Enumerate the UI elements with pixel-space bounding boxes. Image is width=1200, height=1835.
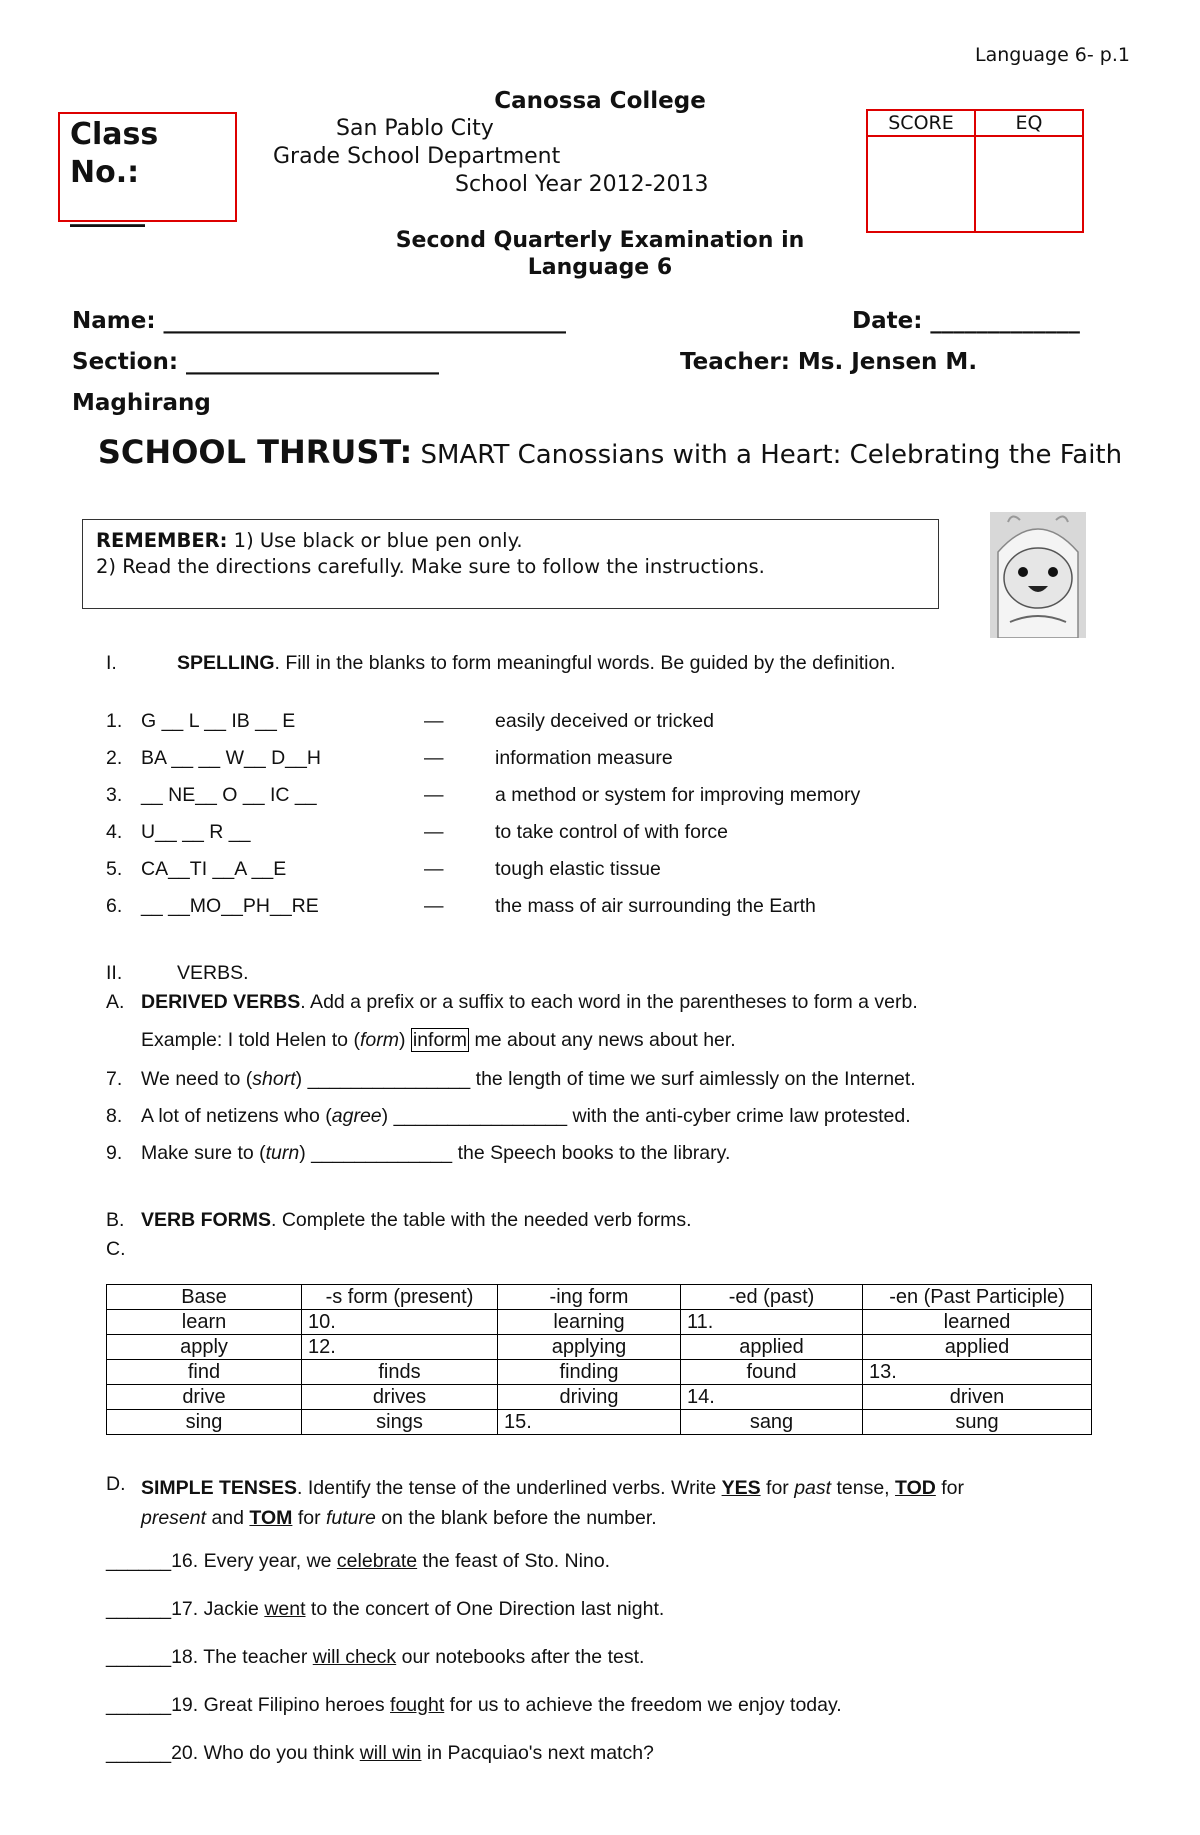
page-label: Language 6- p.1 [975, 44, 1130, 66]
answer-cell[interactable]: 11. [681, 1310, 863, 1335]
spelling-item-dash: — [424, 784, 444, 806]
item-underlined-verb: went [264, 1598, 306, 1620]
item-number: 7. [106, 1068, 123, 1090]
tenses-present: present [141, 1507, 207, 1529]
item-post: in Pacquiao's next match? [421, 1742, 654, 1764]
spelling-item-dash: — [424, 710, 444, 732]
item-post: ) ________________ with the anti-cyber crime law protested. [381, 1105, 911, 1127]
example-mid: ) [398, 1029, 411, 1051]
exam-subject: Language 6 [527, 255, 673, 280]
remember-line-2: 2) Read the directions carefully. Make sure to follow the instructions. [96, 555, 765, 578]
tense-item-19 [106, 1694, 842, 1717]
table-cell: drive [107, 1385, 302, 1410]
spelling-item-number: 6. [106, 895, 123, 917]
example-suffix: me about any news about her. [469, 1029, 736, 1051]
derived-instruction-text: . Add a prefix or a suffix to each word in the parentheses to form a verb. [300, 991, 918, 1013]
item-word: short [252, 1068, 296, 1090]
exam-title: Second Quarterly Examination in [395, 228, 805, 253]
table-cell: learning [498, 1310, 681, 1335]
spelling-item-word: CA__TI __A __E [141, 858, 287, 880]
spelling-item-number: 5. [106, 858, 123, 880]
tenses-title: SIMPLE TENSES [141, 1477, 298, 1499]
table-header: -ed (past) [681, 1285, 863, 1310]
spelling-item-dash: — [424, 747, 444, 769]
forms-title: VERB FORMS [141, 1209, 272, 1231]
score-box [866, 109, 1084, 233]
remember-box [82, 519, 939, 609]
item-underlined-verb: fought [390, 1694, 445, 1716]
item-underlined-verb: will win [359, 1742, 422, 1764]
example-answer: inform [412, 1029, 468, 1051]
derived-letter: A. [106, 991, 125, 1013]
score-header: SCORE [867, 110, 975, 136]
remember-label: REMEMBER: [96, 529, 228, 552]
class-number-label: Class No.: [70, 117, 159, 190]
example-word: form [359, 1029, 399, 1051]
item-post: our notebooks after the test. [396, 1646, 645, 1668]
spelling-title: SPELLING [177, 652, 275, 674]
answer-blank[interactable]: ______ [106, 1598, 172, 1620]
tenses-text: on the blank before the number. [375, 1507, 657, 1529]
answer-blank[interactable]: ______ [106, 1742, 172, 1764]
table-row [107, 1410, 1092, 1435]
item-pre: The teacher [203, 1646, 313, 1668]
school-year: School Year 2012-2013 [455, 172, 709, 197]
item-post: for us to achieve the freedom we enjoy today. [444, 1694, 842, 1716]
item-text[interactable] [141, 1068, 916, 1091]
table-cell: applied [681, 1335, 863, 1360]
item-number: 8. [106, 1105, 123, 1127]
tenses-text: tense, [831, 1477, 896, 1499]
table-row [107, 1385, 1092, 1410]
item-word: agree [331, 1105, 382, 1127]
forms-instruction [141, 1209, 692, 1232]
spelling-item-definition: to take control of with force [495, 821, 729, 843]
tenses-past: past [794, 1477, 832, 1499]
item-pre: A lot of netizens who ( [141, 1105, 332, 1127]
table-cell: finds [302, 1360, 498, 1385]
table-cell: sung [863, 1410, 1092, 1435]
table-header: -ing form [498, 1285, 681, 1310]
tense-item-20 [106, 1742, 654, 1765]
table-cell: apply [107, 1335, 302, 1360]
table-header: -s form (present) [302, 1285, 498, 1310]
tenses-letter: D. [106, 1473, 126, 1495]
table-cell: sang [681, 1410, 863, 1435]
forms-letter-c: C. [106, 1238, 126, 1260]
tense-item-18 [106, 1646, 644, 1669]
table-cell: applying [498, 1335, 681, 1360]
teacher-name-cont: Maghirang [72, 390, 211, 416]
example-prefix: Example: I told Helen to ( [141, 1029, 360, 1051]
table-header: Base [107, 1285, 302, 1310]
answer-blank[interactable]: ______ [106, 1550, 172, 1572]
table-header-row [107, 1285, 1092, 1310]
item-number: 17. [171, 1598, 204, 1620]
spelling-item-dash: — [424, 858, 444, 880]
answer-blank[interactable]: ______ [106, 1646, 172, 1668]
class-number-blank: _____ [70, 193, 145, 228]
tenses-tom: TOM [249, 1507, 293, 1529]
school-name: Canossa College [494, 88, 706, 114]
item-pre: Make sure to ( [141, 1142, 266, 1164]
item-underlined-verb: celebrate [336, 1550, 418, 1572]
tense-item-17 [106, 1598, 664, 1621]
verb-forms-table [106, 1284, 1092, 1435]
answer-cell[interactable]: 15. [498, 1410, 681, 1435]
date-field[interactable]: Date: _____________ [852, 308, 1080, 334]
remember-line-1: 1) Use black or blue pen only. [227, 529, 523, 552]
spelling-item-definition: information measure [495, 747, 673, 769]
spelling-item-word: __ NE__ O __ IC __ [141, 784, 317, 806]
spelling-instruction-text: . Fill in the blanks to form meaningful words. Be guided by the definition. [274, 652, 896, 674]
table-cell: finding [498, 1360, 681, 1385]
answer-cell[interactable]: 12. [302, 1335, 498, 1360]
class-number-box [58, 112, 237, 228]
verbs-title: VERBS. [177, 962, 249, 984]
name-field[interactable]: Name: ___________________________________ [72, 308, 567, 334]
item-word: turn [265, 1142, 300, 1164]
item-pre: We need to ( [141, 1068, 253, 1090]
item-number: 19. [171, 1694, 204, 1716]
spelling-item-number: 4. [106, 821, 123, 843]
table-cell: driving [498, 1385, 681, 1410]
spelling-item-dash: — [424, 895, 444, 917]
table-cell: learn [107, 1310, 302, 1335]
table-cell: find [107, 1360, 302, 1385]
school-thrust-text: SMART Canossians with a Heart: Celebrating the Faith [412, 440, 1123, 470]
tenses-text: for [760, 1477, 795, 1499]
table-header: -en (Past Participle) [863, 1285, 1092, 1310]
tenses-yes: YES [721, 1477, 761, 1499]
item-text[interactable] [141, 1105, 911, 1128]
spelling-item-word: BA __ __ W__ D__H [141, 747, 321, 769]
forms-instruction-text: . Complete the table with the needed verb forms. [271, 1209, 692, 1231]
school-city: San Pablo City [336, 116, 494, 141]
item-post: ) _____________ the Speech books to the library. [299, 1142, 731, 1164]
item-number: 20. [171, 1742, 204, 1764]
tense-item-16 [106, 1550, 610, 1573]
spelling-instruction [177, 652, 896, 675]
eq-cell[interactable] [975, 136, 1083, 232]
derived-title: DERIVED VERBS [141, 991, 301, 1013]
cartoon-face-icon [990, 512, 1086, 638]
item-text[interactable] [141, 1142, 730, 1165]
school-department: Grade School Department [273, 144, 561, 169]
item-pre: Great Filipino heroes [203, 1694, 391, 1716]
table-row [107, 1335, 1092, 1360]
table-cell: learned [863, 1310, 1092, 1335]
school-thrust-label: SCHOOL THRUST: [97, 433, 413, 471]
spelling-item-number: 3. [106, 784, 123, 806]
item-pre: Every year, we [203, 1550, 337, 1572]
tenses-future: future [326, 1507, 376, 1529]
section-1-number: I. [106, 652, 117, 674]
derived-example [141, 1029, 736, 1052]
item-number: 18. [171, 1646, 204, 1668]
eq-header: EQ [975, 110, 1083, 136]
item-pre: Who do you think [203, 1742, 360, 1764]
table-row [107, 1360, 1092, 1385]
item-number: 16. [171, 1550, 204, 1572]
table-cell: sing [107, 1410, 302, 1435]
tenses-tod: TOD [895, 1477, 936, 1499]
tenses-text: . Identify the tense of the underlined verbs. Write [297, 1477, 722, 1499]
tenses-text: for [935, 1477, 965, 1499]
answer-cell[interactable]: 13. [863, 1360, 1092, 1385]
spelling-item-word: __ __MO__PH__RE [141, 895, 319, 917]
tenses-text: and [206, 1507, 250, 1529]
derived-instruction [141, 991, 918, 1014]
teacher-field: Teacher: Ms. Jensen M. [680, 349, 978, 375]
table-cell: drives [302, 1385, 498, 1410]
score-cell[interactable] [867, 136, 975, 232]
item-post: ) _______________ the length of time we surf aimlessly on the Internet. [295, 1068, 916, 1090]
spelling-item-dash: — [424, 821, 444, 843]
table-cell: driven [863, 1385, 1092, 1410]
spelling-item-number: 2. [106, 747, 123, 769]
spelling-item-number: 1. [106, 710, 123, 732]
table-cell: applied [863, 1335, 1092, 1360]
item-number: 9. [106, 1142, 123, 1164]
item-pre: Jackie [203, 1598, 265, 1620]
spelling-item-word: U__ __ R __ [141, 821, 251, 843]
answer-cell[interactable]: 10. [302, 1310, 498, 1335]
tenses-text: for [292, 1507, 326, 1529]
section-2-number: II. [106, 962, 123, 984]
answer-blank[interactable]: ______ [106, 1694, 172, 1716]
spelling-item-definition: tough elastic tissue [495, 858, 661, 880]
table-cell: sings [302, 1410, 498, 1435]
answer-cell[interactable]: 14. [681, 1385, 863, 1410]
forms-letter: B. [106, 1209, 125, 1231]
section-field[interactable]: Section: ______________________ [72, 349, 440, 375]
item-post: to the concert of One Direction last night. [305, 1598, 665, 1620]
item-post: the feast of Sto. Nino. [417, 1550, 611, 1572]
table-row [107, 1310, 1092, 1335]
spelling-item-definition: the mass of air surrounding the Earth [495, 895, 816, 917]
school-thrust [80, 434, 1140, 473]
spelling-item-word: G __ L __ IB __ E [141, 710, 296, 732]
item-underlined-verb: will check [312, 1646, 397, 1668]
table-cell: found [681, 1360, 863, 1385]
spelling-item-definition: easily deceived or tricked [495, 710, 714, 732]
spelling-item-definition: a method or system for improving memory [495, 784, 861, 806]
tenses-instruction [141, 1473, 1081, 1533]
